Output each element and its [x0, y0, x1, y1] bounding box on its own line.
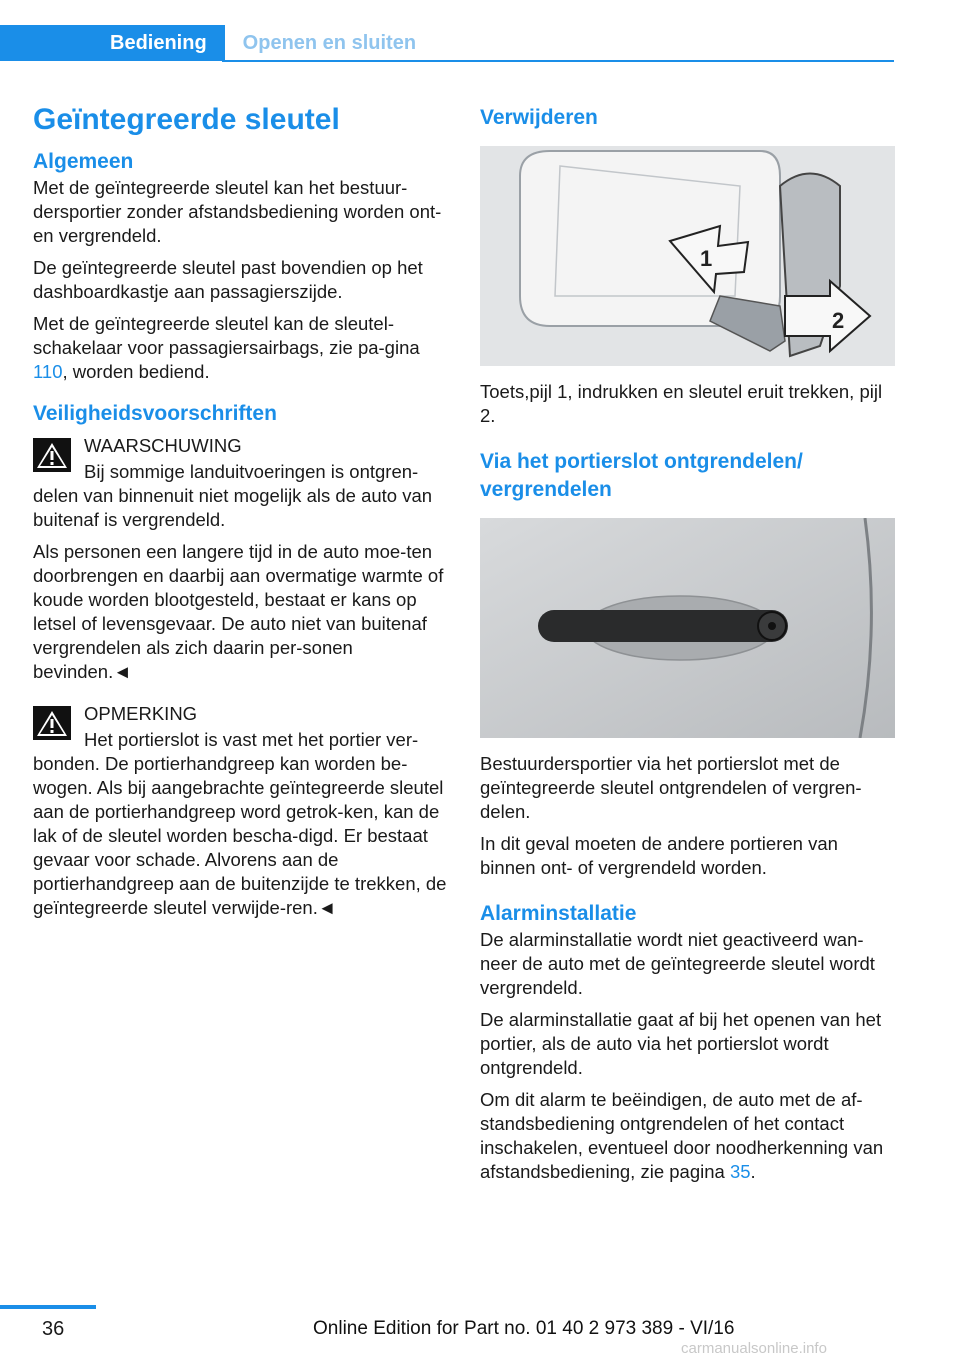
door-handle-illustration [480, 518, 895, 738]
left-column [33, 96, 448, 928]
right-column [480, 96, 895, 1192]
paragraph-text: Om dit alarm te beëindigen, de auto met de af-standsbediening ontgrendelen of het contact inschakelen, eventueel door noodherkenning van afstandsbediening, zie pagina [480, 1089, 884, 1182]
paragraph: De geïntegreerde sleutel past bovendien op het dashboardkastje aan passagierszijde. [33, 257, 423, 302]
paragraph: Met de geïntegreerde sleutel kan het bestuur-dersportier zonder afstandsbediening worden ont- en vergrendeld. [33, 177, 442, 246]
key-removal-illustration [480, 146, 895, 366]
section-heading-veiligheid: Veiligheidsvoorschriften [33, 402, 277, 425]
paragraph-text: . [750, 1161, 756, 1182]
paragraph-text: , worden bediend. [62, 361, 210, 382]
paragraph: Als personen een langere tijd in de auto moe-ten doorbrengen en daarbij aan overmatige warmte of koude worden blootgesteld, bestaat er kans op letsel of levensgevaar. De auto niet van buitenaf vergrendelen als zich daarin per-sonen bevinden.◄ [33, 541, 444, 682]
paragraph-text: Met de geïntegreerde sleutel kan de sleutel-schakelaar voor passagiersairbags, zie pa-gina [33, 313, 420, 358]
paragraph [480, 1088, 895, 1184]
paragraph: Toets,pijl 1, indrukken en sleutel eruit trekken, pijl 2. [480, 381, 883, 426]
tab-bediening[interactable]: Bediening [0, 25, 225, 61]
warning-label: WAARSCHUWING [84, 435, 242, 456]
section-heading-portierslot: Via het portierslot ontgrendelen/ vergrendelen [480, 450, 803, 501]
tab-openen-en-sluiten[interactable]: Openen en sluiten [242, 32, 417, 54]
note-block [33, 702, 448, 920]
arrow-label-1: 1 [700, 246, 713, 271]
page-link-110[interactable]: 110 [33, 361, 63, 382]
warning-triangle-icon [33, 438, 71, 472]
edition-text: Online Edition for Part no. 01 40 2 973 389 - VI/16 [313, 1318, 735, 1339]
warning-block [33, 434, 448, 532]
warning-text: Bij sommige landuitvoeringen is ontgren-delen van binnenuit niet mogelijk als de auto van buitenaf is vergrendeld. [33, 461, 433, 530]
section-heading-algemeen: Algemeen [33, 150, 134, 173]
warning-triangle-icon [33, 706, 71, 740]
header-tabs [0, 25, 434, 61]
page-link-35[interactable]: 35 [729, 1161, 751, 1182]
arrow-label-2: 2 [832, 308, 845, 333]
section-heading-verwijderen: Verwijderen [480, 106, 598, 129]
header-rule [222, 60, 894, 62]
section-heading-alarminstallatie: Alarminstallatie [480, 902, 637, 925]
paragraph: De alarminstallatie wordt niet geactiveerd wan-neer de auto met de geïntegreerde sleutel wordt vergrendeld. [480, 929, 875, 998]
paragraph: De alarminstallatie gaat af bij het openen van het portier, als de auto via het portierslot wordt ontgrendeld. [480, 1009, 882, 1078]
paragraph: Bestuurdersportier via het portierslot met de geïntegreerde sleutel ontgrendelen of vergren-delen. [480, 753, 862, 822]
page-number: 36 [42, 1318, 65, 1340]
note-label: OPMERKING [84, 703, 198, 724]
paragraph [33, 312, 448, 384]
paragraph: In dit geval moeten de andere portieren van binnen ont- of vergrendeld worden. [480, 833, 838, 878]
note-text: Het portierslot is vast met het portier ver-bonden. De portierhandgreep kan worden be-wogen. Als bij aangebrachte geïntegreerde sleutel aan de portierhandgreep word getrok-ken, kan de lak of de sleutel worden bescha-digd. Er bestaat gevaar voor schade. Alvorens aan de portierhandgreep aan de buitenzijde te trekken, de geïntegreerde sleutel verwijde-ren.◄ [33, 729, 447, 918]
watermark: carmanualsonline.info [681, 1340, 827, 1357]
page-title: Geïntegreerde sleutel [33, 103, 340, 136]
footer-rule [0, 1305, 96, 1309]
